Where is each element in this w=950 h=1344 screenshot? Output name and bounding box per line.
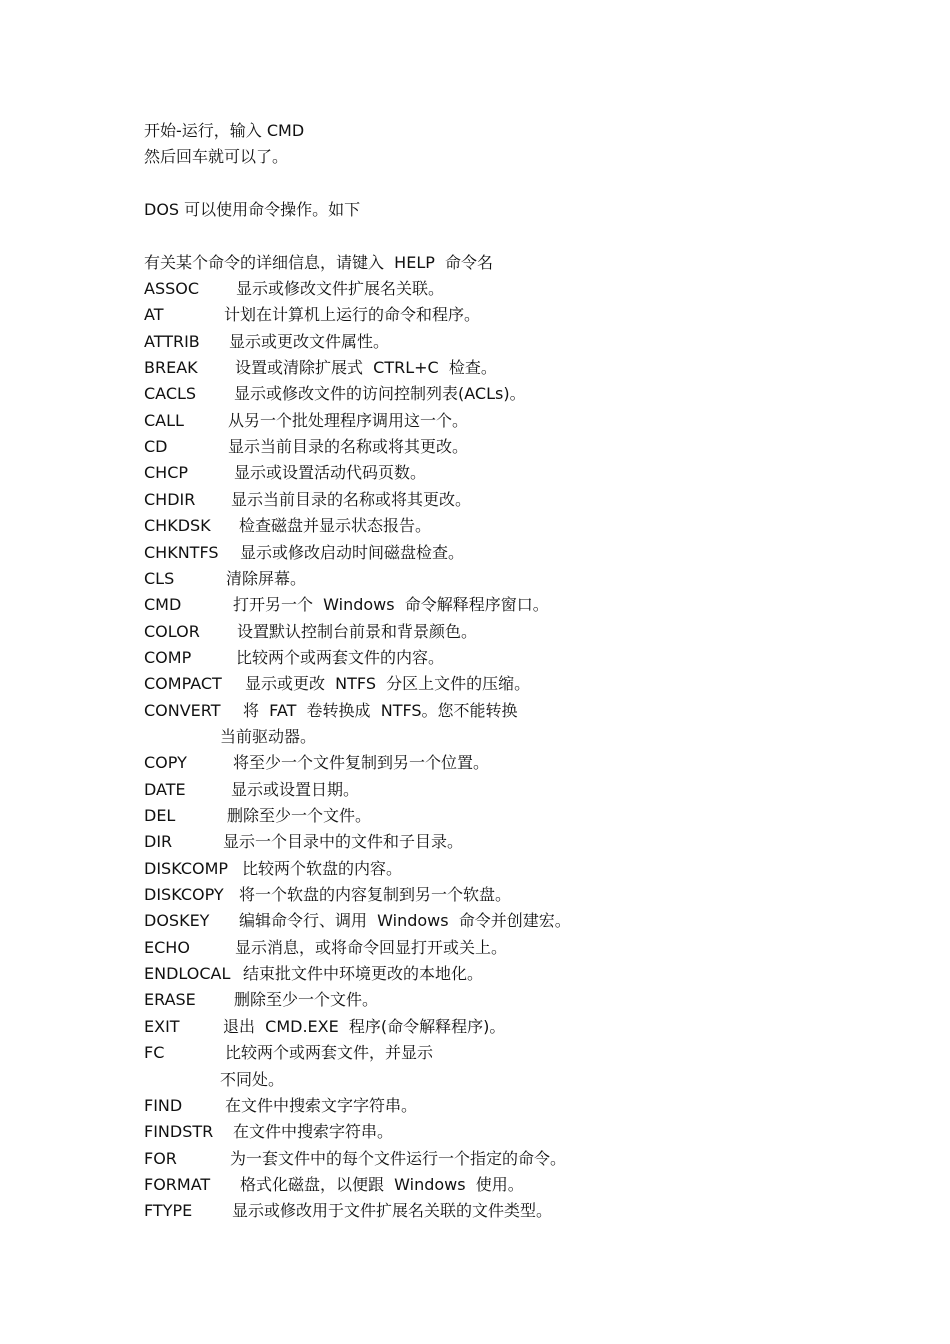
command-description: 格式化磁盘，以便跟 Windows 使用。	[240, 1175, 524, 1194]
intro-line-start-run: 开始-运行，输入 CMD	[144, 121, 305, 140]
command-description: 为一套文件中的每个文件运行一个指定的命令。	[230, 1149, 567, 1168]
command-name: COPY	[144, 753, 187, 772]
intro-line-dos-commands: DOS 可以使用命令操作。如下	[144, 200, 361, 219]
command-description: 显示或修改文件的访问控制列表(ACLs)。	[234, 384, 526, 403]
command-name: EXIT	[144, 1017, 180, 1036]
command-description: 显示或修改启动时间磁盘检查。	[240, 543, 465, 562]
command-description: 退出 CMD.EXE 程序(命令解释程序)。	[223, 1017, 506, 1036]
command-name: ATTRIB	[144, 332, 200, 351]
command-description: 结束批文件中环境更改的本地化。	[243, 964, 484, 983]
command-description: 打开另一个 Windows 命令解释程序窗口。	[233, 595, 549, 614]
command-name: DISKCOMP	[144, 859, 229, 878]
command-name: CMD	[144, 595, 182, 614]
command-name: FOR	[144, 1149, 177, 1168]
command-name: CONVERT	[144, 701, 221, 720]
command-description: 显示当前目录的名称或将其更改。	[231, 490, 472, 509]
command-name: DISKCOPY	[144, 885, 224, 904]
command-description: 显示或更改文件属性。	[229, 332, 390, 351]
command-name: CD	[144, 437, 168, 456]
command-description: 设置默认控制台前景和背景颜色。	[237, 622, 478, 641]
command-name: CLS	[144, 569, 175, 588]
command-description: 比较两个或两套文件，并显示	[225, 1043, 434, 1062]
intro-line-help-hint: 有关某个命令的详细信息，请键入 HELP 命令名	[144, 253, 494, 272]
command-description: 显示一个目录中的文件和子目录。	[223, 832, 464, 851]
command-description: 删除至少一个文件。	[227, 806, 372, 825]
command-name: CHKDSK	[144, 516, 211, 535]
command-name: ECHO	[144, 938, 190, 957]
command-name: ERASE	[144, 990, 196, 1009]
intro-line-press-enter: 然后回车就可以了。	[144, 147, 289, 166]
command-description: 从另一个批处理程序调用这一个。	[228, 411, 469, 430]
command-name: CACLS	[144, 384, 197, 403]
command-description: 显示或设置日期。	[231, 780, 360, 799]
command-description: 计划在计算机上运行的命令和程序。	[224, 305, 481, 324]
command-name: FORMAT	[144, 1175, 211, 1194]
command-name: FINDSTR	[144, 1122, 214, 1141]
command-description: 检查磁盘并显示状态报告。	[239, 516, 432, 535]
command-name: AT	[144, 305, 164, 324]
command-description: 将 FAT 卷转换成 NTFS。您不能转换	[243, 701, 518, 720]
command-description: 显示当前目录的名称或将其更改。	[228, 437, 469, 456]
command-description: 编辑命令行、调用 Windows 命令并创建宏。	[239, 911, 571, 930]
command-description: 显示或更改 NTFS 分区上文件的压缩。	[245, 674, 531, 693]
command-name: CHKNTFS	[144, 543, 219, 562]
command-name: FTYPE	[144, 1201, 193, 1220]
command-description: 在文件中搜索文字字符串。	[225, 1096, 418, 1115]
command-description: 删除至少一个文件。	[234, 990, 379, 1009]
command-name: CALL	[144, 411, 184, 430]
command-name: FC	[144, 1043, 165, 1062]
command-description: 比较两个软盘的内容。	[242, 859, 403, 878]
command-description: 将至少一个文件复制到另一个位置。	[233, 753, 490, 772]
command-name: DOSKEY	[144, 911, 210, 930]
command-description: 清除屏幕。	[226, 569, 307, 588]
command-description: 显示或设置活动代码页数。	[234, 463, 427, 482]
command-name: CHCP	[144, 463, 189, 482]
command-name: COMPACT	[144, 674, 222, 693]
command-name: ENDLOCAL	[144, 964, 231, 983]
command-name: BREAK	[144, 358, 198, 377]
command-name: COMP	[144, 648, 192, 667]
command-description: 设置或清除扩展式 CTRL+C 检查。	[235, 358, 497, 377]
command-name: DATE	[144, 780, 186, 799]
command-description-continuation: 当前驱动器。	[220, 727, 317, 746]
command-name: COLOR	[144, 622, 200, 641]
command-name: DEL	[144, 806, 176, 825]
command-name: ASSOC	[144, 279, 200, 298]
command-description: 显示或修改用于文件扩展名关联的文件类型。	[232, 1201, 553, 1220]
command-name: DIR	[144, 832, 173, 851]
command-description: 将一个软盘的内容复制到另一个软盘。	[239, 885, 512, 904]
command-description: 在文件中搜索字符串。	[233, 1122, 394, 1141]
command-name: CHDIR	[144, 490, 196, 509]
command-name: FIND	[144, 1096, 183, 1115]
command-description-continuation: 不同处。	[220, 1070, 285, 1089]
command-description: 显示或修改文件扩展名关联。	[236, 279, 445, 298]
command-description: 显示消息，或将命令回显打开或关上。	[235, 938, 508, 957]
command-description: 比较两个或两套文件的内容。	[236, 648, 445, 667]
